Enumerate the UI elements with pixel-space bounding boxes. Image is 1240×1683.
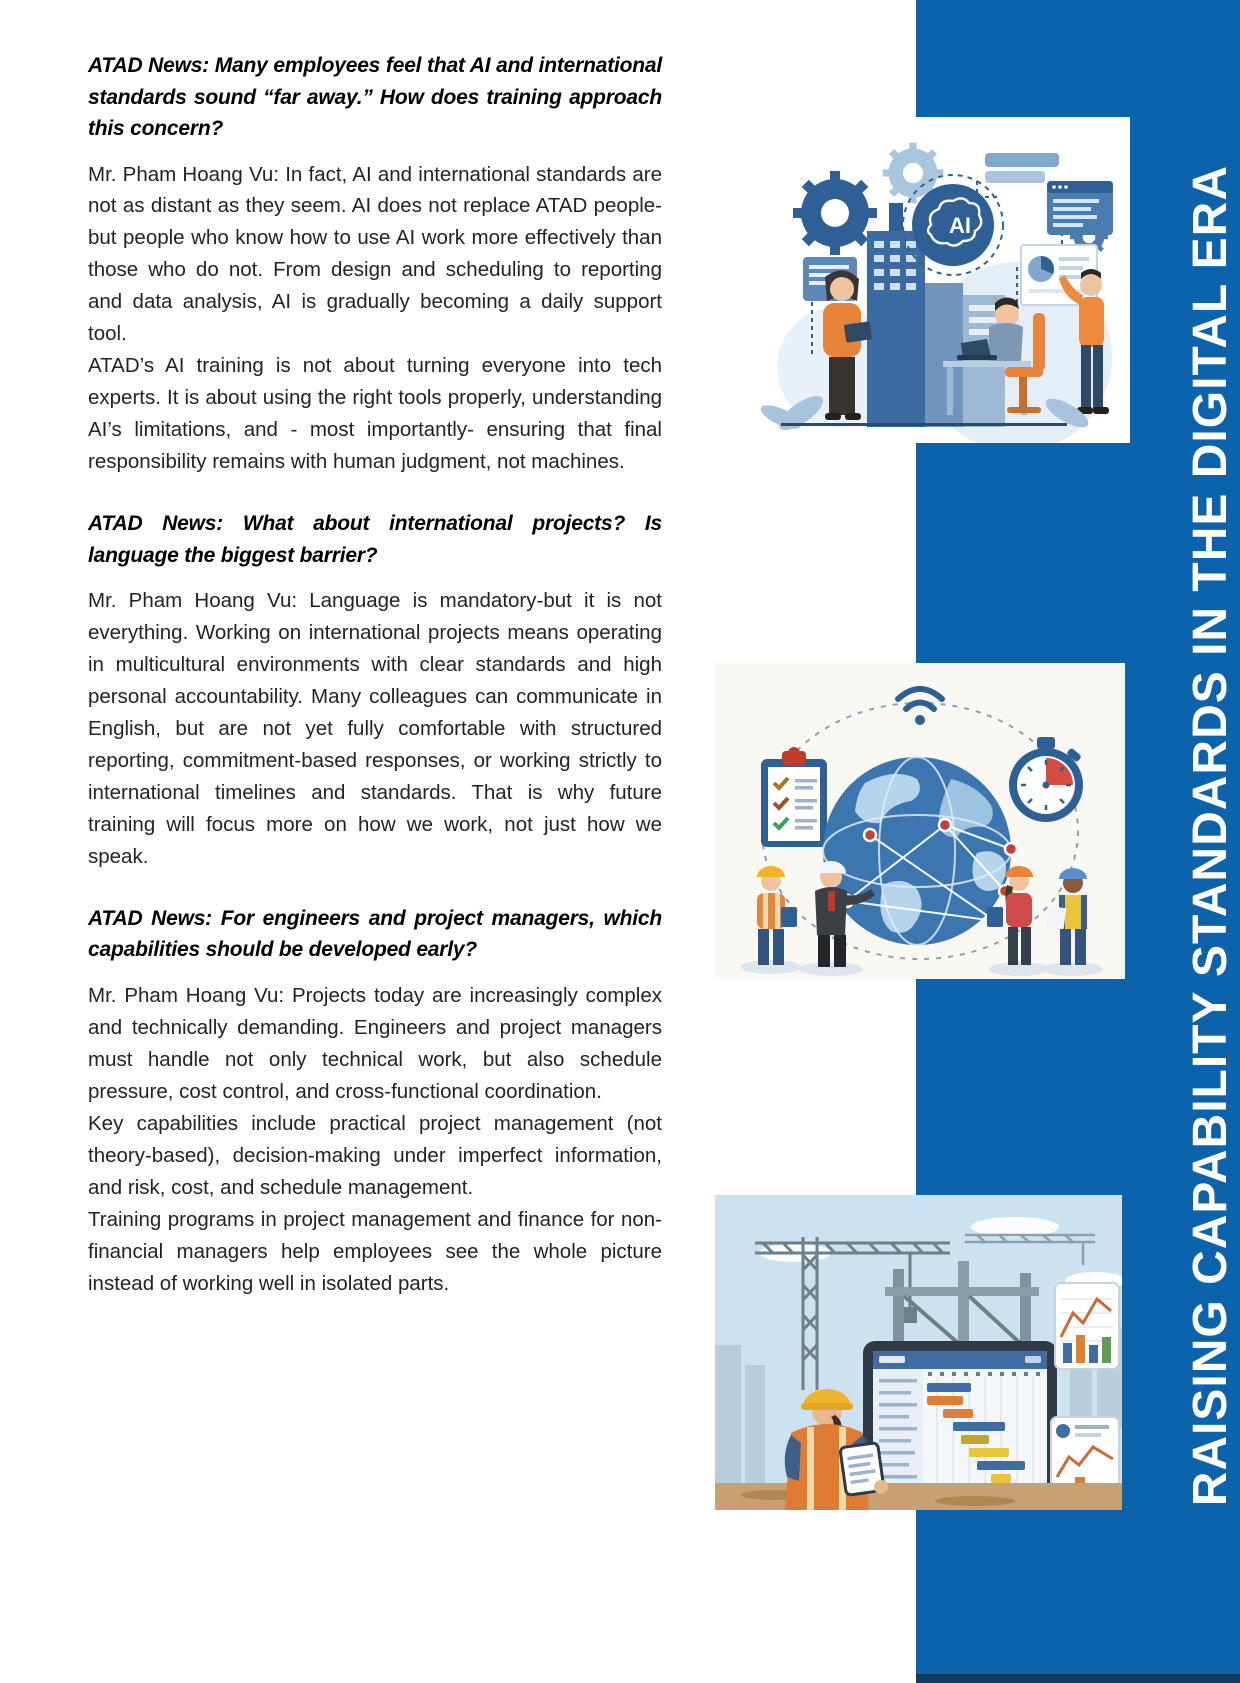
sidebar-vertical-headline: RAISING CAPABILITY STANDARDS IN THE DIGITAL ERA: [1184, 165, 1237, 1507]
global-projects-scene: [715, 663, 1125, 979]
question-international-projects: ATAD News: What about international projects? Is language the biggest barrier?: [88, 512, 662, 567]
ai-teamwork-illustration: [717, 117, 1130, 443]
ai-badge-label: AI: [949, 213, 971, 238]
answer-paragraph: Key capabilities include practical project management (not theory-based), decision-making under imperfect information, and risk, cost, and schedule management.: [88, 1111, 662, 1199]
chart-monitor: [1055, 1283, 1119, 1369]
answer-capabilities: [88, 980, 662, 1300]
qa-block-ai-training: [88, 50, 662, 478]
answer-paragraph: Training programs in project management and finance for non-financial managers help employees see the whole picture instead of working well in isolated parts.: [88, 1207, 662, 1295]
gear-icon: [793, 171, 877, 255]
question-capabilities: ATAD News: For engineers and project managers, which capabilities should be developed early?: [88, 906, 662, 962]
article-column: [88, 50, 662, 1300]
question-ai-training: ATAD News: Many employees feel that AI and international standards sound “far away.” How does training approach this concern?: [88, 54, 662, 140]
band-footer-strip: [916, 1674, 1240, 1683]
checklist-clipboard-icon: [761, 747, 827, 847]
answer-paragraph: Mr. Pham Hoang Vu: Projects today are increasingly complex and technically demanding. Engineers and project managers must handle not only technical work, but also schedule pressure, cost control, and cross-functional coordination.: [88, 983, 662, 1103]
construction-scene: [715, 1195, 1122, 1510]
answer-paragraph: Mr. Pham Hoang Vu: In fact, AI and international standards are not as distant as they seem. AI does not replace ATAD people-but people who know how to use AI work more effectively than those who do not. From design and scheduling to reporting and data analysis, AI is gradually becoming a daily support tool.: [88, 162, 662, 346]
answer-ai-training: [88, 159, 662, 479]
global-projects-illustration: [715, 663, 1125, 979]
construction-gantt-illustration: [715, 1195, 1122, 1510]
answer-paragraph: Mr. Pham Hoang Vu: Language is mandatory-but it is not everything. Working on international projects means operating in multicultural environments with clear standards and high personal accountability. Many colleagues can communicate in English, but are not yet fully comfortable with structured reporting, commitment-based responses, or working strictly to international timelines and standards. That is why future training will focus more on how we work, not just how we speak.: [88, 589, 662, 868]
answer-international-projects: [88, 585, 662, 873]
crane-hook-block: [903, 1307, 917, 1323]
sidebar-rail: [1182, 0, 1240, 1672]
answer-paragraph: ATAD’s AI training is not about turning everyone into tech experts. It is about using the right tools properly, understanding AI’s limitations, and - most importantly- ensuring that final responsibility remains with human judgment, not machines.: [88, 354, 662, 474]
qa-block-capabilities: [88, 903, 662, 1300]
qa-block-international-projects: [88, 508, 662, 873]
ai-teamwork-scene: [717, 117, 1130, 443]
scene-baseline: [781, 423, 1067, 426]
